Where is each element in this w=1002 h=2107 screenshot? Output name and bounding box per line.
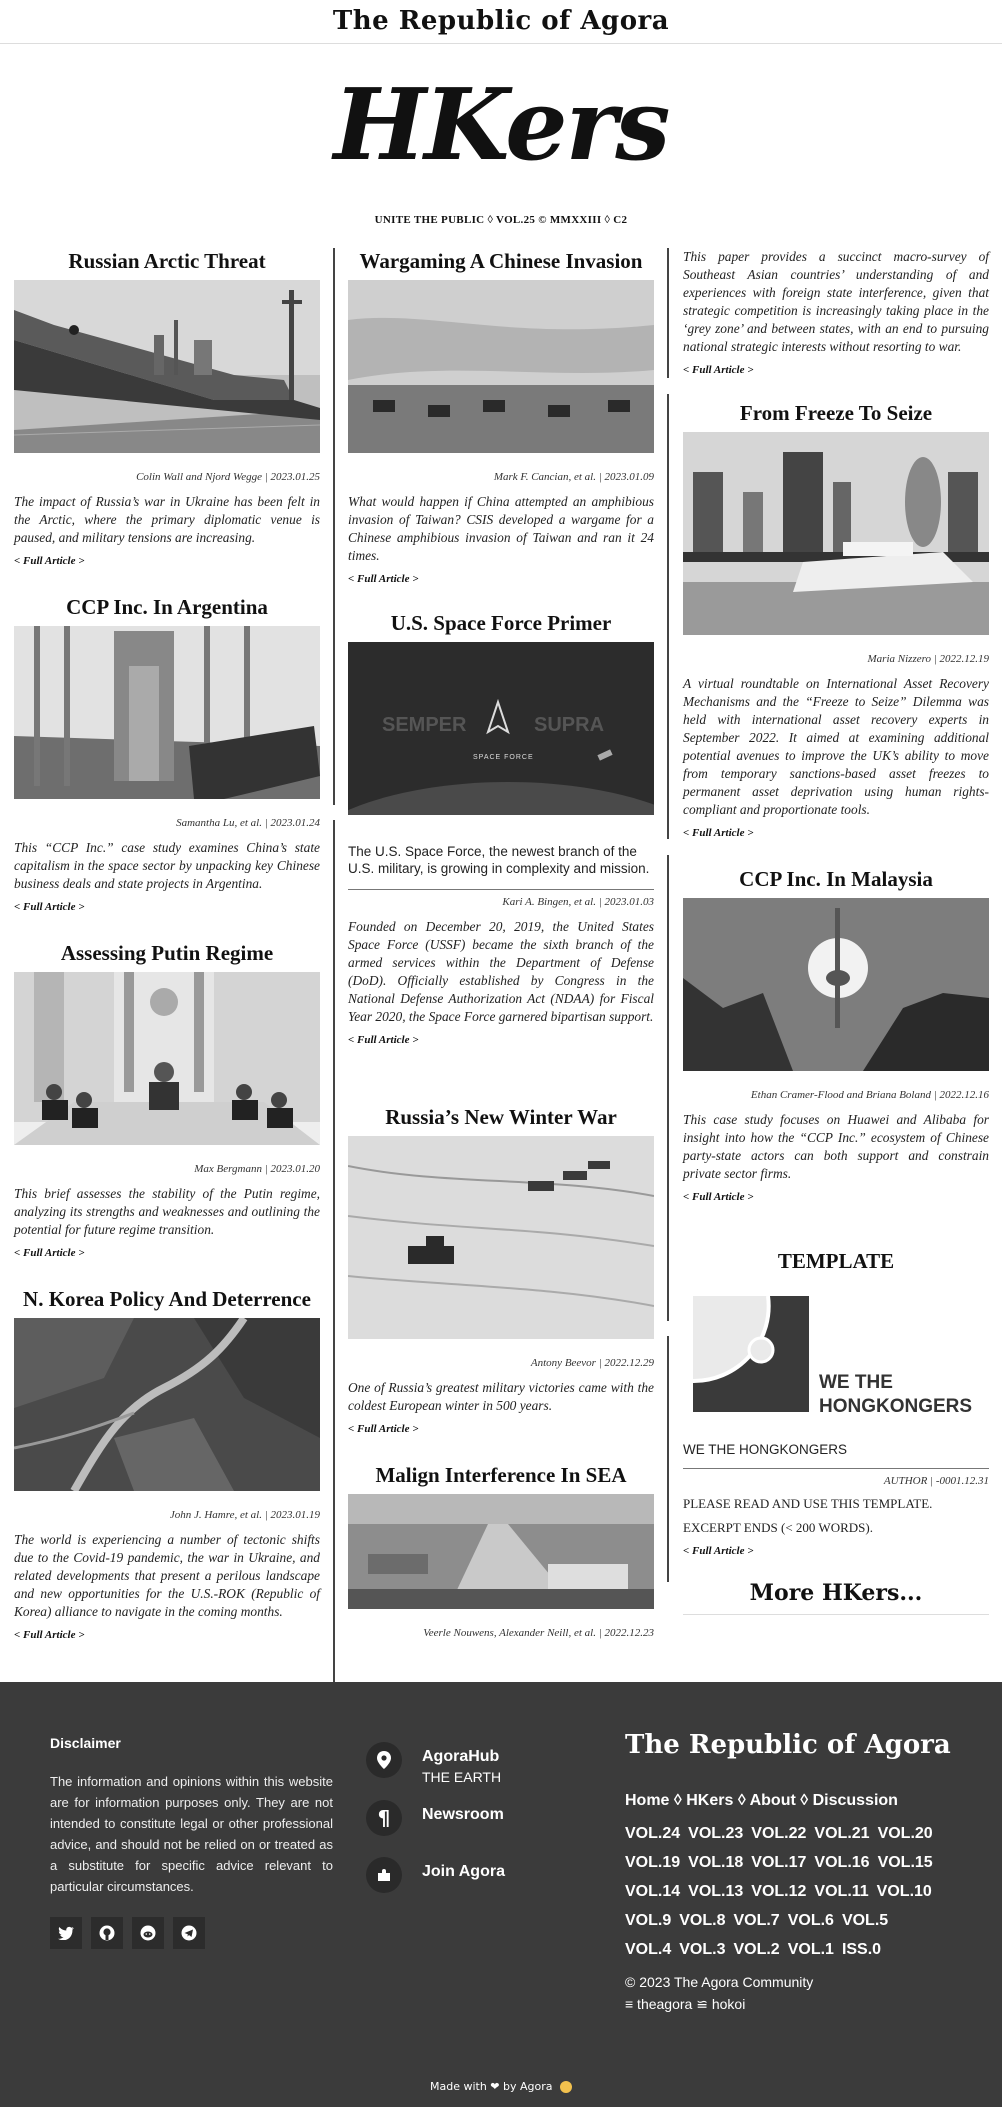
volume-link[interactable]: VOL.22 bbox=[751, 1825, 807, 1842]
masthead-tagline: UNITE THE PUBLIC ◊ VOL.25 © MMXXIII ◊ C2 bbox=[374, 214, 628, 226]
template-logo-line1: WE THE bbox=[819, 1372, 893, 1393]
article-summary: The world is experiencing a number of tectonic shifts due to the Covid-19 pandemic, the war in Ukraine, and related developments that present a perilous landscape and new opportunities for the U.S.-ROK (Republic of Korea) alliance to navigate in the coming months. bbox=[14, 1532, 320, 1619]
volume-link[interactable]: VOL.3 bbox=[679, 1941, 726, 1958]
made-with-text: Made with ❤ by Agora bbox=[429, 2080, 553, 2093]
article-summary: This brief assesses the stability of the Putin regime, analyzing its strengths and weaknesses and outlining the potential for future regime transition. bbox=[14, 1186, 320, 1237]
full-article-link[interactable]: < Full Article > bbox=[683, 827, 754, 839]
column-divider bbox=[667, 394, 669, 839]
article-photo-london-yacht[interactable] bbox=[683, 432, 989, 635]
article-title[interactable]: Russia’s New Winter War bbox=[385, 1105, 617, 1129]
article-ccp-argentina bbox=[14, 594, 320, 913]
article-putin-regime bbox=[14, 940, 320, 1259]
article-photo-space-station[interactable] bbox=[14, 626, 320, 799]
article-photo-sunset-tower[interactable] bbox=[683, 898, 989, 1071]
volume-link[interactable]: VOL.23 bbox=[688, 1825, 744, 1842]
article-title[interactable]: Russian Arctic Threat bbox=[68, 249, 266, 273]
volume-links bbox=[625, 1819, 955, 1964]
article-sea-survey bbox=[683, 248, 989, 376]
full-article-link[interactable]: < Full Article > bbox=[14, 1247, 85, 1259]
article-byline: Mark F. Cancian, et al. | 2023.01.09 bbox=[493, 471, 654, 483]
article-photo-aerial-city[interactable] bbox=[348, 1494, 654, 1609]
contact-title: AgoraHub bbox=[422, 1748, 500, 1765]
article-wargaming bbox=[348, 248, 654, 585]
volume-link[interactable]: VOL.7 bbox=[733, 1912, 780, 1929]
site-brand[interactable]: The Republic of Agora bbox=[332, 6, 670, 36]
space-force-caption: SPACE FORCE bbox=[473, 754, 534, 761]
full-article-link[interactable]: < Full Article > bbox=[14, 555, 85, 567]
full-article-link[interactable]: < Full Article > bbox=[348, 1034, 419, 1046]
column-divider bbox=[333, 248, 335, 805]
divider bbox=[683, 1468, 989, 1469]
full-article-link[interactable]: < Full Article > bbox=[14, 1629, 85, 1641]
article-title[interactable]: CCP Inc. In Malaysia bbox=[739, 867, 933, 891]
full-article-link[interactable]: < Full Article > bbox=[683, 364, 754, 376]
pilcrow-icon: ¶ bbox=[366, 1800, 402, 1836]
article-photo-space-force[interactable] bbox=[348, 642, 654, 815]
masthead-logo: HKers bbox=[333, 68, 669, 183]
article-summary: This paper provides a succinct macro-survey of Southeast Asian countries’ understanding of and experiences with foreign state interference, given that strategic competition is increasingly taking place in the ‘grey zone’ and between states, with an end to pursuing national strategic interests without resorting to war. bbox=[683, 249, 989, 354]
map-pin-icon bbox=[366, 1742, 402, 1778]
column-divider bbox=[667, 248, 669, 378]
article-grid bbox=[0, 248, 1002, 1718]
article-summary: What would happen if China attempted an amphibious invasion of Taiwan? CSIS developed a wargame for a Chinese amphibious invasion of Taiwan and ran it 24 times. bbox=[348, 494, 654, 563]
article-template bbox=[683, 1248, 989, 1557]
contact-title: Join Agora bbox=[422, 1863, 505, 1880]
article-title[interactable]: CCP Inc. In Argentina bbox=[66, 595, 268, 619]
volume-link[interactable]: VOL.13 bbox=[688, 1883, 744, 1900]
template-line-2: EXCERPT ENDS (< 200 WORDS). bbox=[683, 1520, 873, 1535]
article-byline: Max Bergmann | 2023.01.20 bbox=[194, 1163, 320, 1175]
full-article-link[interactable]: < Full Article > bbox=[683, 1545, 754, 1557]
article-winter-war bbox=[348, 1104, 654, 1435]
article-title[interactable]: U.S. Space Force Primer bbox=[390, 611, 612, 635]
article-photo-aerial-terrain[interactable] bbox=[14, 1318, 320, 1491]
article-title[interactable]: N. Korea Policy And Deterrence bbox=[23, 1287, 311, 1311]
telegram-icon[interactable] bbox=[173, 1917, 205, 1949]
article-summary: A virtual roundtable on International Asset Recovery Mechanisms and the “Freeze to Seize” Dilemma was held with international asset recovery experts in September 2022. It aimed at examining additional potential avenues to improve the UK’s ability to move from temporary sanctions-based asset freezes to permanent asset deprivation using human rights-compliant and proportionate tools. bbox=[683, 676, 989, 817]
contact-join-agora[interactable] bbox=[366, 1857, 505, 1893]
volume-link[interactable]: VOL.19 bbox=[625, 1854, 681, 1871]
space-force-motto-left: SEMPER bbox=[382, 714, 467, 736]
article-title[interactable]: Assessing Putin Regime bbox=[60, 941, 274, 965]
article-summary: This “CCP Inc.” case study examines China’s state capitalism in the space sector by unpacking key Chinese business deals and state projects in Argentina. bbox=[14, 840, 320, 891]
article-byline: Maria Nizzero | 2022.12.19 bbox=[867, 653, 989, 665]
full-article-link[interactable]: < Full Article > bbox=[683, 1191, 754, 1203]
volume-link[interactable]: VOL.2 bbox=[733, 1941, 780, 1958]
volume-link[interactable]: VOL.1 bbox=[787, 1941, 834, 1958]
article-byline: AUTHOR | -0001.12.31 bbox=[883, 1475, 989, 1487]
article-summary: Founded on December 20, 2019, the United States Space Force (USSF) became the sixth branch of the armed services within the Department of Defense (DoD). Officially established by Congress in the National Defense Authorization Act (NDAA) for Fiscal Year 2020, the Space Force garnered bipartisan support. bbox=[348, 919, 654, 1024]
volume-link[interactable]: VOL.16 bbox=[814, 1854, 870, 1871]
space-force-motto-right: SUPRA bbox=[534, 714, 605, 736]
article-summary: The impact of Russia’s war in Ukraine has been felt in the Arctic, where the primary diplomatic venue is paused, and military tensions are increasing. bbox=[14, 494, 320, 545]
footer bbox=[0, 1682, 1002, 2107]
article-ccp-malaysia bbox=[683, 866, 989, 1203]
article-title[interactable]: From Freeze To Seize bbox=[739, 401, 933, 425]
sun-icon bbox=[560, 2081, 572, 2093]
reddit-icon[interactable] bbox=[132, 1917, 164, 1949]
volume-link[interactable]: VOL.4 bbox=[625, 1941, 672, 1958]
article-photo-meeting[interactable] bbox=[14, 972, 320, 1145]
contact-title: Newsroom bbox=[422, 1806, 504, 1823]
article-byline: Ethan Cramer-Flood and Briana Boland | 2022.12.16 bbox=[750, 1089, 989, 1101]
volume-link[interactable]: VOL.24 bbox=[625, 1825, 681, 1842]
article-photo-beach-landing[interactable] bbox=[348, 280, 654, 453]
article-malign-interference bbox=[348, 1462, 654, 1639]
article-title[interactable]: Wargaming A Chinese Invasion bbox=[359, 249, 643, 273]
volume-link[interactable]: VOL.8 bbox=[679, 1912, 726, 1929]
twitter-icon[interactable] bbox=[50, 1917, 82, 1949]
article-lead: The U.S. Space Force, the newest branch of the U.S. military, is growing in complexity and mission. bbox=[348, 844, 650, 876]
made-with-credit bbox=[0, 2080, 1002, 2093]
article-nkorea-policy bbox=[14, 1286, 320, 1641]
article-russian-arctic bbox=[14, 248, 320, 567]
full-article-link[interactable]: < Full Article > bbox=[348, 1423, 419, 1435]
article-photo-snow-tanks[interactable] bbox=[348, 1136, 654, 1339]
column-divider bbox=[667, 855, 669, 1321]
volume-link[interactable]: VOL.20 bbox=[877, 1825, 933, 1842]
footer-nav[interactable]: Home ◊ HKers ◊ About ◊ Discussion bbox=[625, 1792, 898, 1809]
article-summary: This case study focuses on Huawei and Alibaba for insight into how the “CCP Inc.” ecosystem of Chinese party-state actors can both support and constrain private sector firms. bbox=[683, 1112, 989, 1181]
volume-link[interactable]: VOL.17 bbox=[751, 1854, 807, 1871]
article-freeze-seize bbox=[683, 400, 989, 839]
volume-link[interactable]: VOL.21 bbox=[814, 1825, 870, 1842]
article-summary: One of Russia’s greatest military victories came with the coldest European winter in 500 years. bbox=[348, 1380, 654, 1413]
github-icon[interactable] bbox=[91, 1917, 123, 1949]
column-divider bbox=[333, 820, 335, 1718]
template-line-1: PLEASE READ AND USE THIS TEMPLATE. bbox=[683, 1496, 933, 1511]
copyright: © 2023 The Agora Community bbox=[625, 1974, 814, 1990]
disclaimer-text: The information and opinions within this website are for information purposes only. They are not intended to constitute legal or other professional advice, and should not be relied on or treated as a substitute for specific advice relevant to particular circumstances. bbox=[50, 1774, 333, 1894]
column-divider bbox=[667, 1336, 669, 1582]
article-byline: Colin Wall and Njord Wegge | 2023.01.25 bbox=[136, 471, 320, 483]
footer-repo-links[interactable]: ≡ theagora ≌ hokoi bbox=[625, 1996, 746, 2012]
article-byline: Veerle Nouwens, Alexander Neill, et al. | 2022.12.23 bbox=[423, 1627, 654, 1639]
volume-link[interactable]: ISS.0 bbox=[841, 1941, 882, 1958]
more-hkers-link[interactable]: More HKers... bbox=[683, 1580, 989, 1615]
article-byline: John J. Hamre, et al. | 2023.01.19 bbox=[169, 1509, 320, 1521]
puzzle-icon bbox=[366, 1857, 402, 1893]
volume-link[interactable]: VOL.10 bbox=[876, 1883, 932, 1900]
disclaimer-title: Disclaimer bbox=[50, 1735, 121, 1751]
volume-link[interactable]: VOL.15 bbox=[877, 1854, 933, 1871]
article-space-force bbox=[348, 610, 654, 1046]
template-logo-line2: HONGKONGERS bbox=[819, 1396, 973, 1417]
volume-link[interactable]: VOL.6 bbox=[787, 1912, 834, 1929]
masthead bbox=[0, 44, 1002, 226]
volume-link[interactable]: VOL.14 bbox=[625, 1883, 681, 1900]
article-byline: Antony Beevor | 2022.12.29 bbox=[530, 1357, 654, 1369]
article-byline: Kari A. Bingen, et al. | 2023.01.03 bbox=[502, 896, 654, 908]
contact-agorahub[interactable] bbox=[366, 1742, 501, 1785]
contact-subtitle: THE EARTH bbox=[422, 1769, 502, 1785]
divider bbox=[348, 889, 654, 890]
article-byline: Samantha Lu, et al. | 2023.01.24 bbox=[176, 817, 320, 829]
article-lead: WE THE HONGKONGERS bbox=[683, 1442, 848, 1457]
full-article-link[interactable]: < Full Article > bbox=[14, 901, 85, 913]
article-photo-warship[interactable] bbox=[14, 280, 320, 453]
template-logo[interactable] bbox=[683, 1280, 989, 1435]
volume-link[interactable]: VOL.9 bbox=[625, 1912, 672, 1929]
volume-link[interactable]: VOL.11 bbox=[814, 1883, 869, 1900]
article-title[interactable]: TEMPLATE bbox=[777, 1249, 895, 1273]
volume-link[interactable]: VOL.12 bbox=[751, 1883, 807, 1900]
volume-link[interactable]: VOL.5 bbox=[841, 1912, 889, 1929]
footer-brand[interactable]: The Republic of Agora bbox=[625, 1730, 951, 1760]
contact-newsroom[interactable] bbox=[366, 1800, 504, 1836]
article-title[interactable]: Malign Interference In SEA bbox=[375, 1463, 627, 1487]
full-article-link[interactable]: < Full Article > bbox=[348, 573, 419, 585]
volume-link[interactable]: VOL.18 bbox=[688, 1854, 744, 1871]
top-bar bbox=[0, 0, 1002, 44]
